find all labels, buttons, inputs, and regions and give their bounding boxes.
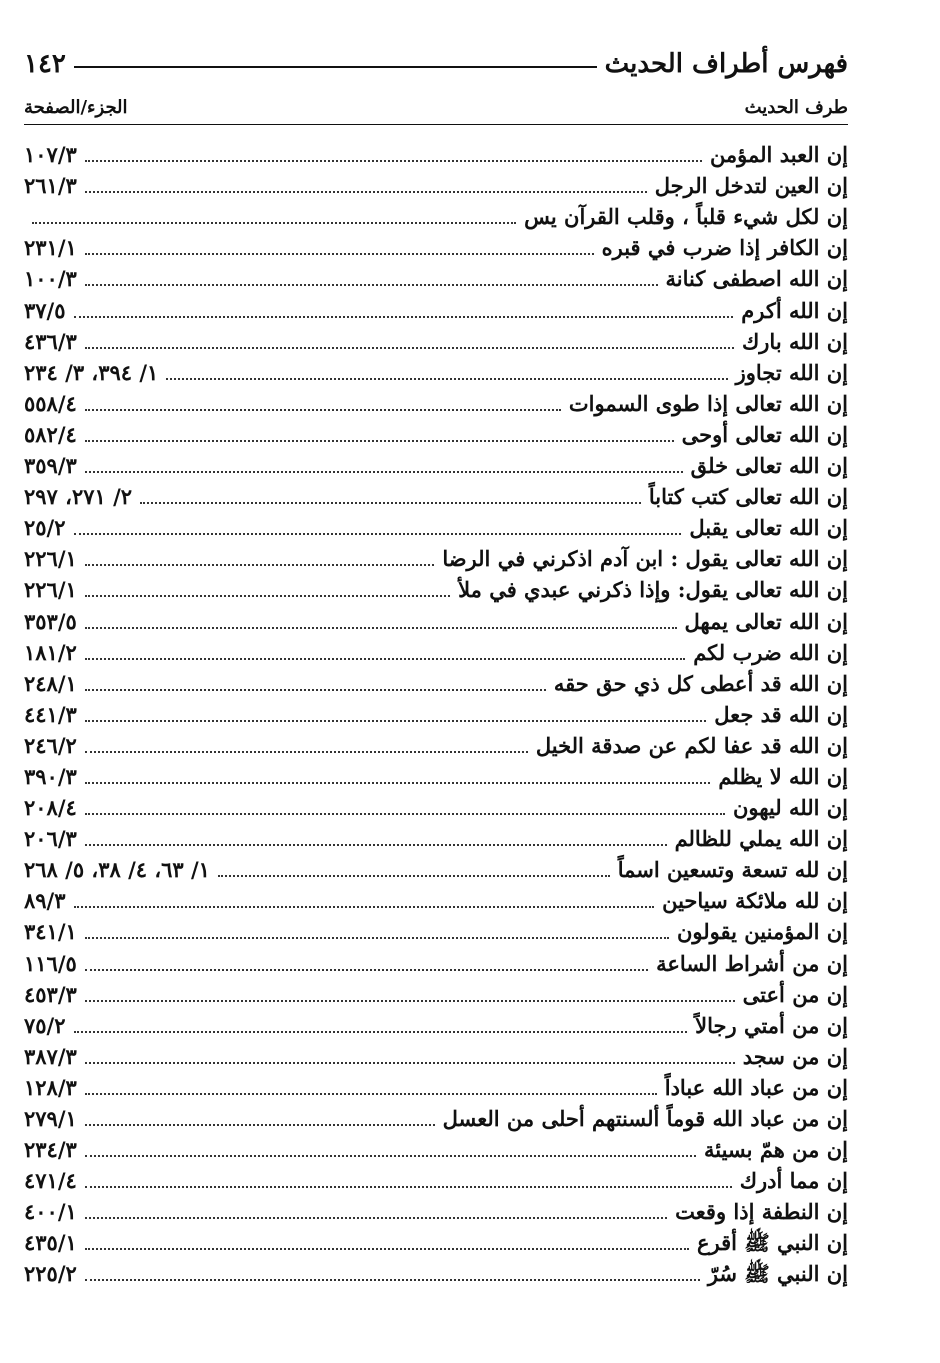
- entry-hadith-text: إن الله تعالى إذا طوى السموات: [568, 390, 848, 416]
- index-entry: [24, 356, 848, 387]
- entry-hadith-text: إن الله تعالى خلق: [690, 453, 848, 479]
- entry-volume-page: ١٢٨/٣: [24, 1074, 77, 1100]
- entry-volume-page: ٤٧١/٤: [24, 1168, 77, 1194]
- entry-volume-page: ٣٥٣/٥: [24, 608, 77, 634]
- entry-hadith-text: إن الله ليهون: [732, 795, 848, 821]
- index-entry: [24, 325, 848, 356]
- entry-hadith-text: إن الله تجاوز: [735, 359, 848, 385]
- index-entry: [24, 978, 848, 1009]
- page-number: ١٤٢: [24, 49, 66, 79]
- entry-volume-page: ٣٧/٥: [24, 297, 66, 323]
- entry-volume-page: ٤٠٠/١: [24, 1199, 77, 1225]
- entry-volume-page: ٢٤٨/١: [24, 670, 77, 696]
- index-entry: [24, 791, 848, 822]
- entry-hadith-text: إن العين لتدخل الرجل: [654, 173, 848, 199]
- entry-volume-page: ١١٦/٥: [24, 950, 77, 976]
- index-entry: [24, 884, 848, 915]
- entry-leader-dots: [218, 875, 610, 877]
- index-entry: [24, 604, 848, 635]
- entry-hadith-text: إن من أشراط الساعة: [656, 950, 848, 976]
- entry-volume-page: ٢٢٦/١: [24, 546, 77, 572]
- entry-hadith-text: إن من أعتى: [742, 981, 848, 1007]
- index-entry: [24, 1226, 848, 1257]
- entry-leader-dots: [85, 1000, 735, 1002]
- entry-volume-page: ٤٣٥/١: [24, 1230, 77, 1256]
- entry-hadith-text: إن الكافر إذا ضرب في قبره: [601, 235, 848, 261]
- entry-leader-dots: [85, 1093, 657, 1095]
- entry-leader-dots: [85, 564, 435, 566]
- entry-hadith-text: إن الله يملي للظالم: [674, 826, 848, 852]
- entry-volume-page: ٣٩٠/٣: [24, 763, 77, 789]
- entry-leader-dots: [166, 378, 727, 380]
- entry-leader-dots: [85, 813, 725, 815]
- index-entry: [24, 729, 848, 760]
- entry-leader-dots: [85, 689, 546, 691]
- entry-hadith-text: إن مما أدرك: [739, 1168, 848, 1194]
- entry-leader-dots: [85, 284, 658, 286]
- entry-volume-page: ٢٤٦/٢: [24, 732, 77, 758]
- index-entry: [24, 1102, 848, 1133]
- index-entry: [24, 1133, 848, 1164]
- column-header-hadith-edge: طرف الحديث: [744, 96, 848, 118]
- entry-volume-page: ٢٥/٢: [24, 515, 66, 541]
- entry-hadith-text: إن الله قد عفا لكم عن صدقة الخيل: [535, 732, 848, 758]
- entry-hadith-text: إن لله ملائكة سياحين: [662, 888, 848, 914]
- entry-hadith-text: إن الله قد جعل: [714, 701, 848, 727]
- entry-leader-dots: [85, 782, 711, 784]
- index-entry: [24, 293, 848, 324]
- index-entry: [24, 1164, 848, 1195]
- entry-leader-dots: [85, 160, 702, 162]
- entry-volume-page: ٥٨٢/٤: [24, 421, 77, 447]
- index-entry: [24, 480, 848, 511]
- entry-leader-dots: [74, 906, 655, 908]
- entry-volume-page: ٢/ ٢٧١، ٢٩٧: [24, 484, 133, 510]
- index-entry: [24, 667, 848, 698]
- entry-leader-dots: [85, 191, 647, 193]
- entry-volume-page: ٣٨٧/٣: [24, 1043, 77, 1069]
- index-entry: [24, 169, 848, 200]
- index-entry: [24, 231, 848, 262]
- entry-volume-page: ٣٥٩/٣: [24, 453, 77, 479]
- entry-leader-dots: [85, 471, 683, 473]
- entry-leader-dots: [85, 1248, 689, 1250]
- entry-volume-page: ٣٤١/١: [24, 919, 77, 945]
- entry-volume-page: ٥٥٨/٤: [24, 390, 77, 416]
- entry-volume-page: ١/ ٣٩٤، ٣/ ٢٣٤: [24, 359, 159, 385]
- entry-hadith-text: إن الله تعالى يقبل: [689, 515, 848, 541]
- index-entry: [24, 138, 848, 169]
- entry-leader-dots: [85, 844, 667, 846]
- entry-hadith-text: إن الله تعالى كتب كتاباً: [648, 484, 848, 510]
- entry-hadith-text: إن النبي ﷺ سُرّ: [707, 1261, 848, 1287]
- entry-volume-page: ٢٧٩/١: [24, 1106, 77, 1131]
- page-header: [24, 44, 848, 84]
- entry-hadith-text: إن الله تعالى أوحى: [681, 421, 848, 447]
- index-entry: [24, 542, 848, 573]
- entry-volume-page: ١/ ٦٣، ٤/ ٣٨، ٥/ ٢٦٨: [24, 857, 210, 883]
- header-rule: [74, 66, 597, 68]
- entry-volume-page: ٨٩/٣: [24, 888, 66, 914]
- entry-leader-dots: [85, 1279, 700, 1281]
- entry-volume-page: ٤٤١/٣: [24, 701, 77, 727]
- entry-volume-page: ٢٦١/٣: [24, 173, 77, 199]
- hadith-index-list: [24, 138, 848, 1288]
- entry-volume-page: ١٠٠/٣: [24, 266, 77, 292]
- entry-hadith-text: إن النطفة إذا وقعت: [675, 1199, 848, 1225]
- entry-leader-dots: [32, 222, 516, 224]
- entry-hadith-text: إن الله بارك: [741, 328, 848, 354]
- entry-volume-page: ٤٣٦/٣: [24, 328, 77, 354]
- entry-leader-dots: [85, 658, 685, 660]
- entry-leader-dots: [85, 595, 450, 597]
- entry-volume-page: ٢٠٦/٣: [24, 826, 77, 852]
- page-title: فهرس أطراف الحديث: [604, 49, 848, 79]
- entry-hadith-text: إن من أمتي رجالاً: [695, 1012, 848, 1038]
- entry-hadith-text: إن الله أكرم: [741, 297, 848, 323]
- column-headers: [24, 90, 848, 125]
- entry-volume-page: ٧٥/٢: [24, 1012, 66, 1038]
- entry-hadith-text: إن الله تعالى يقول : ابن آدم اذكرني في الرضا: [442, 546, 848, 572]
- index-entry: [24, 262, 848, 293]
- entry-volume-page: ١٨١/٢: [24, 639, 77, 665]
- entry-leader-dots: [85, 1062, 735, 1064]
- entry-volume-page: ٢٢٥/٢: [24, 1261, 77, 1287]
- entry-leader-dots: [85, 1124, 435, 1126]
- entry-hadith-text: إن لكل شيء قلباً ، وقلب القرآن يس: [524, 204, 848, 230]
- entry-volume-page: ٢٣٤/٣: [24, 1137, 77, 1163]
- entry-leader-dots: [140, 502, 641, 504]
- index-entry: [24, 418, 848, 449]
- index-entry: [24, 573, 848, 604]
- entry-leader-dots: [85, 969, 648, 971]
- entry-leader-dots: [85, 1155, 696, 1157]
- entry-leader-dots: [85, 253, 594, 255]
- index-entry: [24, 698, 848, 729]
- entry-volume-page: ٢٢٦/١: [24, 577, 77, 603]
- column-header-volume-page: الجزء/الصفحة: [24, 96, 128, 118]
- index-entry: [24, 760, 848, 791]
- index-entry: [24, 636, 848, 667]
- entry-volume-page: ٢٠٨/٤: [24, 795, 77, 821]
- index-entry: [24, 1040, 848, 1071]
- entry-leader-dots: [85, 440, 674, 442]
- entry-leader-dots: [85, 1217, 667, 1219]
- entry-hadith-text: إن لله تسعة وتسعين اسماً: [617, 857, 848, 883]
- entry-hadith-text: إن من همّ بسيئة: [704, 1137, 848, 1163]
- entry-hadith-text: إن الله تعالى يمهل: [684, 608, 848, 634]
- index-entry: [24, 1071, 848, 1102]
- entry-hadith-text: إن النبي ﷺ أقرع: [697, 1230, 848, 1256]
- entry-hadith-text: إن المؤمنين يقولون: [677, 919, 848, 945]
- entry-hadith-text: إن الله ضرب لكم: [693, 639, 848, 665]
- index-entry: [24, 387, 848, 418]
- index-entry: [24, 915, 848, 946]
- entry-leader-dots: [85, 720, 706, 722]
- entry-volume-page: ٤٥٣/٣: [24, 981, 77, 1007]
- index-entry: [24, 200, 848, 231]
- entry-volume-page: ٢٣١/١: [24, 235, 77, 261]
- entry-leader-dots: [74, 1031, 688, 1033]
- entry-volume-page: ١٠٧/٣: [24, 142, 77, 168]
- entry-leader-dots: [85, 347, 734, 349]
- index-entry: [24, 1009, 848, 1040]
- entry-leader-dots: [85, 1186, 732, 1188]
- index-entry: [24, 822, 848, 853]
- entry-hadith-text: إن العبد المؤمن: [709, 142, 848, 168]
- index-entry: [24, 449, 848, 480]
- entry-leader-dots: [85, 751, 528, 753]
- entry-leader-dots: [74, 533, 682, 535]
- entry-leader-dots: [85, 627, 677, 629]
- entry-leader-dots: [74, 316, 734, 318]
- entry-hadith-text: إن الله قد أعطى كل ذي حق حقه: [553, 670, 848, 696]
- index-entry: [24, 1195, 848, 1226]
- entry-hadith-text: إن الله لا يظلم: [718, 763, 848, 789]
- entry-leader-dots: [85, 937, 669, 939]
- entry-hadith-text: إن من عباد الله قوماً ألسنتهم أحلى من العسل: [442, 1106, 848, 1131]
- index-entry: [24, 946, 848, 977]
- entry-hadith-text: إن الله اصطفى كنانة: [665, 266, 848, 292]
- entry-hadith-text: إن من سجد: [742, 1043, 848, 1069]
- index-entry: [24, 511, 848, 542]
- entry-hadith-text: إن من عباد الله عباداً: [664, 1074, 848, 1100]
- entry-leader-dots: [85, 409, 561, 411]
- index-entry: [24, 853, 848, 884]
- index-entry: [24, 1257, 848, 1288]
- entry-hadith-text: إن الله تعالى يقول: وإذا ذكرني عبدي في ملأ: [458, 577, 848, 603]
